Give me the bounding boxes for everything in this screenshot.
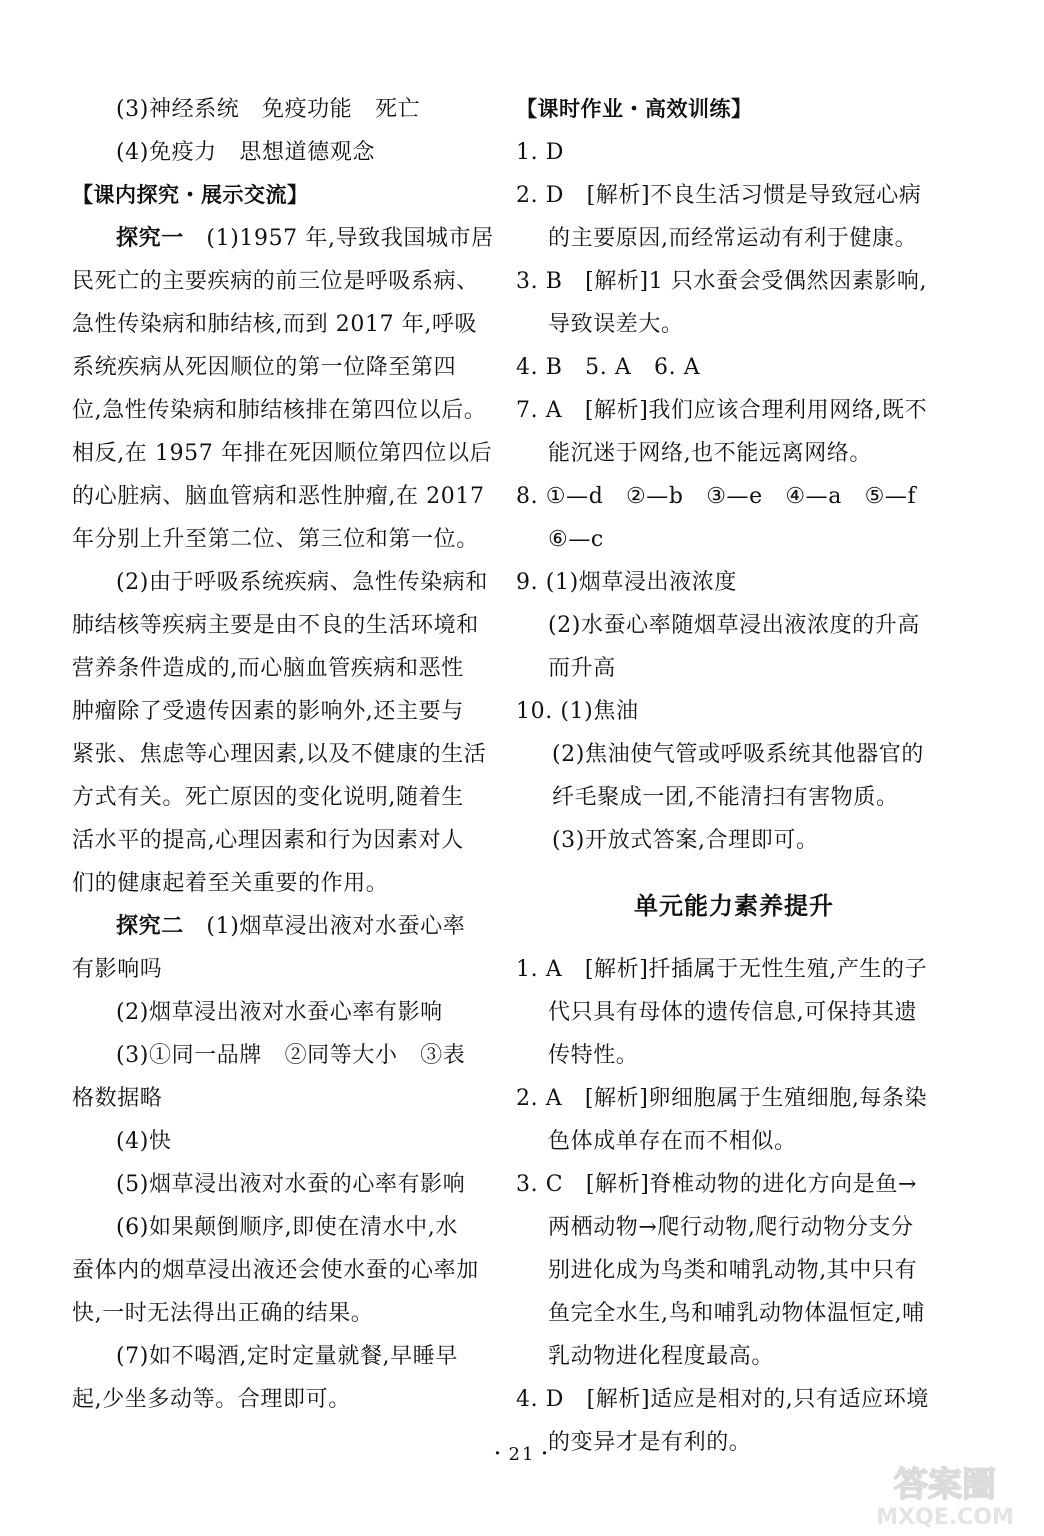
section-header-classroom-explore: 【课内探究・展示交流】 — [72, 183, 309, 207]
answer-line: 9. (1)烟草浸出液浓度 — [516, 570, 737, 595]
answer-line: 乳动物进化程度最高。 — [548, 1344, 775, 1369]
paragraph-line: 蚕体内的烟草浸出液还会使水蚕的心率加 — [72, 1258, 479, 1283]
answer-line: 导致误差大。 — [548, 312, 684, 337]
answer-line: 7. A [解析]我们应该合理利用网络,既不 — [516, 398, 928, 423]
paragraph-line: (3)①同一品牌 ②同等大小 ③表 — [116, 1043, 466, 1068]
paragraph-line: 起,少坐多动等。合理即可。 — [72, 1387, 351, 1412]
answer-line: 别进化成为鸟类和哺乳动物,其中只有 — [548, 1258, 918, 1283]
answer-line: 1. D — [516, 140, 565, 165]
answer-line: 4. B 5. A 6. A — [516, 355, 701, 380]
paragraph-line: (6)如果颠倒顺序,即使在清水中,水 — [116, 1215, 458, 1240]
answer-line: (4)免疫力 思想道德观念 — [116, 140, 375, 165]
answer-line: 1. A [解析]扦插属于无性生殖,产生的子 — [516, 957, 928, 982]
right-column — [516, 88, 952, 1464]
paragraph-line: (4)快 — [116, 1129, 172, 1154]
paragraph-line: 营养条件造成的,而心脑血管疾病和恶性 — [72, 656, 464, 681]
answer-line: 10. (1)焦油 — [516, 699, 639, 724]
paragraph-line: 年分别上升至第二位、第三位和第一位。 — [72, 527, 479, 552]
paragraph-line: 急性传染病和肺结核,而到 2017 年,呼吸 — [72, 312, 478, 337]
paragraph-line: 民死亡的主要疾病的前三位是呼吸系病、 — [72, 269, 479, 294]
explore-one-first-line — [72, 217, 500, 260]
left-column — [72, 88, 500, 1421]
paragraph-line: (2)由于呼吸系统疾病、急性传染病和 — [116, 570, 488, 595]
answer-line: ⑥—c — [548, 527, 604, 552]
paragraph-line: 方式有关。死亡原因的变化说明,随着生 — [72, 785, 464, 810]
answer-line: 能沉迷于网络,也不能远离网络。 — [548, 441, 872, 466]
answer-line: 的变异才是有利的。 — [548, 1430, 752, 1455]
explore-one-text: (1)1957 年,导致我国城市居 — [206, 226, 494, 251]
section-header-homework: 【课时作业・高效训练】 — [516, 97, 753, 121]
paragraph-line: 的心脏病、脑血管病和恶性肿瘤,在 2017 — [72, 484, 485, 509]
watermark-url-text: MXQE.COM — [876, 1505, 1014, 1530]
page-number: ・21・ — [488, 1444, 556, 1465]
answer-line: (3)神经系统 免疫功能 死亡 — [116, 97, 421, 122]
answer-line: 代只具有母体的遗传信息,可保持其遗 — [548, 1000, 918, 1025]
answer-line: 3. C [解析]脊椎动物的进化方向是鱼→ — [516, 1172, 918, 1197]
answer-line: (2)焦油使气管或呼吸系统其他器官的 — [552, 742, 924, 767]
paragraph-line: 活水平的提高,心理因素和行为因素对人 — [72, 828, 464, 853]
paragraph-line: 位,急性传染病和肺结核排在第四位以后。 — [72, 398, 487, 423]
explore-two-text: (1)烟草浸出液对水蚕心率 — [206, 914, 466, 939]
paragraph-line: 有影响吗 — [72, 957, 163, 982]
paragraph-line: 肺结核等疾病主要是由不良的生活环境和 — [72, 613, 479, 638]
paragraph-line: 紧张、焦虑等心理因素,以及不健康的生活 — [72, 742, 487, 767]
answer-line: 传特性。 — [548, 1043, 639, 1068]
paragraph-line: 快,一时无法得出正确的结果。 — [72, 1301, 374, 1326]
answer-line: (3)开放式答案,合理即可。 — [552, 828, 819, 853]
watermark-logo — [860, 1458, 1030, 1530]
answer-line: 而升高 — [548, 656, 616, 681]
answer-line: 的主要原因,而经常运动有利于健康。 — [548, 226, 918, 251]
answer-line: 8. ①—d ②—b ③—e ④—a ⑤—f — [516, 484, 917, 509]
paragraph-line: 格数据略 — [72, 1086, 163, 1111]
watermark-logo-text: 答案圈 — [894, 1465, 996, 1505]
paragraph-line: 们的健康起着至关重要的作用。 — [72, 871, 389, 896]
paragraph-line: (2)烟草浸出液对水蚕心率有影响 — [116, 1000, 443, 1025]
unit-title: 单元能力素养提升 — [634, 892, 834, 920]
answer-line: 鱼完全水生,鸟和哺乳动物体温恒定,哺 — [548, 1301, 925, 1326]
answer-line: 2. A [解析]卵细胞属于生殖细胞,每条染 — [516, 1086, 928, 1111]
answer-line: 3. B [解析]1 只水蚕会受偶然因素影响, — [516, 269, 928, 294]
answer-line: 两栖动物→爬行动物,爬行动物分支分 — [548, 1215, 914, 1240]
paragraph-line: (5)烟草浸出液对水蚕的心率有影响 — [116, 1172, 466, 1197]
paragraph-line: 相反,在 1957 年排在死因顺位第四位以后 — [72, 441, 493, 466]
answer-line: 色体成单存在而不相似。 — [548, 1129, 797, 1154]
paragraph-line: (7)如不喝酒,定时定量就餐,早睡早 — [116, 1344, 458, 1369]
answer-line: 2. D [解析]不良生活习惯是导致冠心病 — [516, 183, 922, 208]
explore-two-label: 探究二 — [116, 914, 184, 939]
answer-line: (2)水蚕心率随烟草浸出液浓度的升高 — [548, 613, 920, 638]
answer-line: 4. D [解析]适应是相对的,只有适应环境 — [516, 1387, 929, 1412]
paragraph-line: 系统疾病从死因顺位的第一位降至第四 — [72, 355, 457, 380]
explore-one-label: 探究一 — [116, 226, 184, 251]
explore-two-first-line — [72, 905, 500, 948]
answer-line: 纤毛聚成一团,不能清扫有害物质。 — [552, 785, 899, 810]
paragraph-line: 肿瘤除了受遗传因素的影响外,还主要与 — [72, 699, 464, 724]
